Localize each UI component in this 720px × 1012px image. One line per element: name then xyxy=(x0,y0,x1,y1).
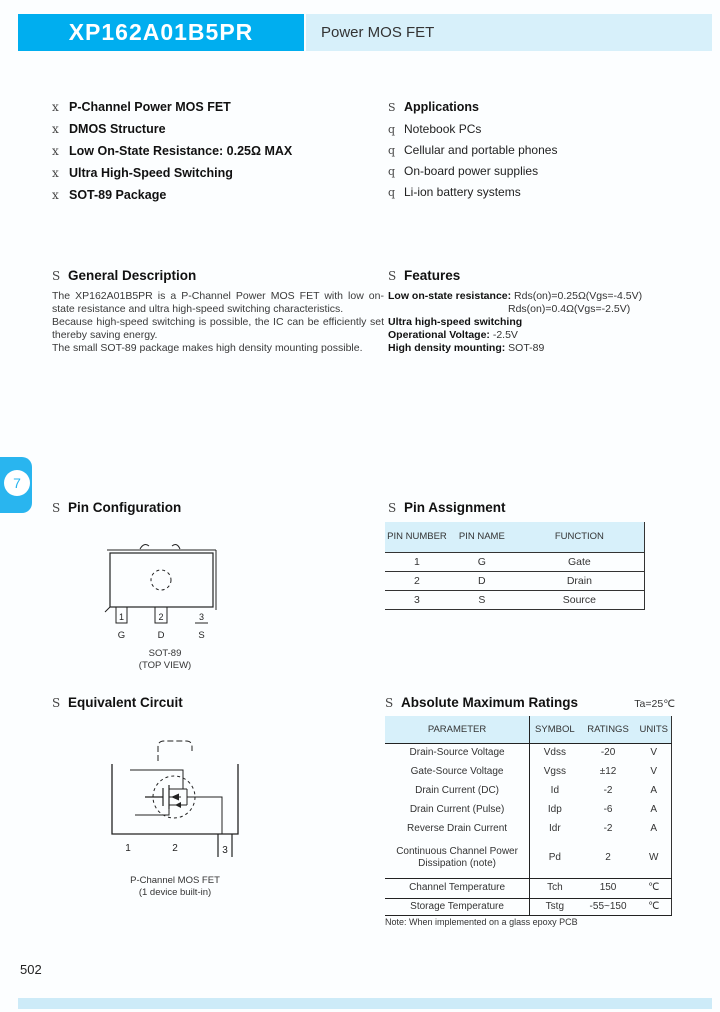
bullet-icon: q xyxy=(388,186,396,199)
list-item xyxy=(388,122,557,143)
column-header: PARAMETER xyxy=(385,716,530,743)
section-marker-icon: S xyxy=(388,101,396,114)
section-title: Absolute Maximum Ratings xyxy=(401,695,579,710)
list-item xyxy=(388,185,557,206)
abs-max-ratings-header xyxy=(385,695,675,710)
section-title: Applications xyxy=(404,100,480,114)
list-item-label: Li-ion battery systems xyxy=(404,185,521,199)
section-marker-icon: S xyxy=(52,696,61,710)
pin-number: 1 xyxy=(118,612,125,622)
part-number-banner xyxy=(18,14,304,51)
section-title: Pin Configuration xyxy=(68,500,182,515)
pin-configuration-header xyxy=(52,500,181,515)
column-header: PIN NAME xyxy=(449,522,515,552)
table-row: Drain Current (DC) Id -2 A xyxy=(385,781,672,800)
bullet-icon: x xyxy=(52,122,59,136)
feature-line: Low on-state resistance: Rds(on)=0.25Ω(Vgs=-4.5V) xyxy=(388,290,643,302)
circuit-caption: (1 device built-in) xyxy=(138,887,212,898)
list-item xyxy=(52,122,292,144)
package-caption: SOT-89 xyxy=(148,648,182,659)
list-item xyxy=(52,144,292,166)
table-row: Continuous Channel Power Dissipation (note) Pd 2 W xyxy=(385,838,672,878)
pin-number: 2 xyxy=(172,843,178,854)
equivalent-circuit-drawing xyxy=(95,727,255,899)
mosfet-schematic xyxy=(95,727,255,862)
subtitle-banner xyxy=(306,14,712,51)
package-drawing xyxy=(100,540,230,672)
applications-section xyxy=(388,100,557,206)
part-number: XP162A01B5PR xyxy=(68,19,254,45)
pin-assignment-header xyxy=(388,500,506,515)
pin-name: D xyxy=(157,630,165,641)
pin-assignment-table xyxy=(385,522,645,610)
section-header xyxy=(388,268,718,283)
section-marker-icon: S xyxy=(388,269,397,283)
table-row: 3 S Source xyxy=(385,590,645,609)
list-item-label: Ultra High-Speed Switching xyxy=(69,166,233,180)
list-item-label: SOT-89 Package xyxy=(69,188,167,202)
bullet-icon: q xyxy=(388,123,396,136)
bullet-icon: q xyxy=(388,144,396,157)
section-header xyxy=(52,268,384,283)
list-item xyxy=(52,166,292,188)
list-item-label: Notebook PCs xyxy=(404,122,482,136)
list-item-label: On-board power supplies xyxy=(404,164,539,178)
page-number: 502 xyxy=(20,962,42,977)
list-item-label: Cellular and portable phones xyxy=(404,143,558,157)
table-row: Drain Current (Pulse) Idp -6 A xyxy=(385,800,672,819)
pin-number: 3 xyxy=(222,845,228,856)
list-item xyxy=(52,188,292,210)
list-item-label: Low On-State Resistance: 0.25Ω MAX xyxy=(69,144,293,158)
description-paragraph: The XP162A01B5PR is a P-Channel Power MOS FET with low on-state resistance and ultra high-speed switching characteristics. xyxy=(52,290,384,315)
table-row: 1 G Gate xyxy=(385,552,645,571)
bullet-icon: x xyxy=(52,188,59,202)
abs-max-ratings-table xyxy=(385,716,672,916)
table-row: 2 D Drain xyxy=(385,571,645,590)
key-features-list xyxy=(52,100,292,210)
table-header-row xyxy=(385,716,672,743)
description-paragraph: The small SOT-89 package makes high density mounting possible. xyxy=(52,342,363,354)
feature-line: Ultra high-speed switching xyxy=(388,316,523,328)
footer-bar xyxy=(18,998,712,1009)
pin-name: G xyxy=(117,630,126,641)
pin-number: 3 xyxy=(198,612,205,622)
feature-line: High density mounting: SOT-89 xyxy=(388,342,545,354)
table-row: Drain-Source Voltage Vdss -20 V xyxy=(385,743,672,762)
column-header: UNITS xyxy=(637,716,672,743)
table-note: Note: When implemented on a glass epoxy PCB xyxy=(385,917,578,927)
list-item-label: P-Channel Power MOS FET xyxy=(69,100,231,114)
equivalent-circuit-header xyxy=(52,695,183,710)
subtitle: Power MOS FET xyxy=(321,24,435,41)
section-marker-icon: S xyxy=(388,501,397,515)
list-item xyxy=(388,143,557,164)
features-section xyxy=(388,268,718,355)
column-header: FUNCTION xyxy=(515,522,645,552)
pin-number: 1 xyxy=(125,843,131,854)
section-marker-icon: S xyxy=(52,501,61,515)
list-item-label: DMOS Structure xyxy=(69,122,166,136)
section-title: Features xyxy=(404,268,461,283)
bullet-icon: x xyxy=(52,100,59,114)
column-header: SYMBOL xyxy=(530,716,580,743)
table-row: Channel Temperature Tch 150 ℃ xyxy=(385,878,672,898)
circuit-caption: P-Channel MOS FET xyxy=(130,875,220,886)
section-title: Pin Assignment xyxy=(404,500,506,515)
chapter-number: 7 xyxy=(4,470,30,496)
chapter-tab xyxy=(0,457,32,513)
table-row: Storage Temperature Tstg -55~150 ℃ xyxy=(385,898,672,915)
table-row: Reverse Drain Current Idr -2 A xyxy=(385,819,672,838)
temperature-condition: Ta=25℃ xyxy=(634,698,675,710)
bullet-icon: x xyxy=(52,166,59,180)
table-header-row xyxy=(385,522,645,552)
pin-number: 2 xyxy=(158,612,164,622)
list-item xyxy=(52,100,292,122)
section-marker-icon: S xyxy=(385,696,394,710)
feature-line: Rds(on)=0.4Ω(Vgs=-2.5V) xyxy=(508,303,631,315)
bullet-icon: q xyxy=(388,165,396,178)
feature-line: Operational Voltage: -2.5V xyxy=(388,329,518,341)
table-row: Gate-Source Voltage Vgss ±12 V xyxy=(385,762,672,781)
package-caption: (TOP VIEW) xyxy=(138,660,192,671)
column-header: RATINGS xyxy=(580,716,637,743)
sot89-package-diagram xyxy=(100,540,230,642)
list-item xyxy=(388,164,557,185)
section-header xyxy=(388,100,557,122)
pin-name: S xyxy=(198,630,205,641)
section-title: General Description xyxy=(68,268,197,283)
section-marker-icon: S xyxy=(52,269,61,283)
column-header: PIN NUMBER xyxy=(385,522,449,552)
general-description-section xyxy=(52,268,384,355)
description-paragraph: Because high-speed switching is possible, the IC can be efficiently set thereby saving energy. xyxy=(52,316,384,341)
section-title: Equivalent Circuit xyxy=(68,695,183,710)
bullet-icon: x xyxy=(52,144,59,158)
